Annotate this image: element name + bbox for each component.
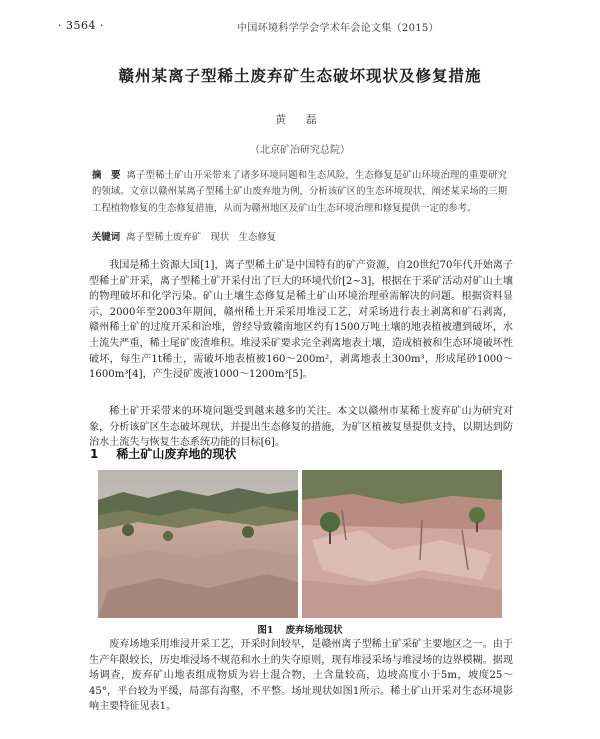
figure-title: 废弃场地现状	[285, 625, 343, 636]
author: 黄 磊	[275, 113, 325, 126]
body-paragraph-1: 我国是稀土资源大国[1]，离子型稀土矿是中国特有的矿产资源，自20世纪70年代开始离子型稀土矿开采，离子型稀土矿开采付出了巨大的环境代价[2~3]，根据在于采矿活动对矿山土壤的物理破坏和化学污染。矿山土壤生态修复是稀土矿山环境治理亟需解决的问题。根据资料显示，2000年至2003年期间，赣州稀土开采采用堆浸工艺，对采场进行表土剥离和矿石剥离，赣州稀土矿的过度开采和治堆，曾经导致赣南地区约有1500万吨土壤的地表植被遭到破坏，水土流失严重，稀土尾矿废渣堆积。堆浸采矿要求完全剥离地表土壤，造成植被和生态环境破坏性破坏，每生产1t稀土，需破坏地表植被160～200m²，剥离地表土300m³，形成尾砂1000～1600m³[4]，产生浸矿废液1000～1200m³[5]。	[89, 260, 513, 381]
section-number: 1	[90, 447, 99, 461]
section-heading	[90, 445, 236, 462]
body-paragraph-2: 稀土矿开采带来的环境问题受到越来越多的关注。本文以赣州市某稀土废弃矿山为研究对象，分析该矿区生态破坏现状，并提出生态修复的措施，为矿区植被复垦提供支持，以期达到防治水土流失与恢复生态系统功能的目标[6]。	[89, 406, 513, 449]
figure-caption	[0, 622, 600, 636]
running-head: 中国环境科学学会学术年会论文集（2015）	[237, 23, 439, 34]
figure-photo-right	[302, 470, 502, 618]
abstract-label: 摘 要	[92, 170, 121, 181]
keywords	[92, 230, 507, 246]
keywords-label: 关键词	[92, 232, 121, 243]
page-number: · 3564 ·	[58, 19, 104, 32]
figure-photo-left	[98, 470, 298, 618]
abstract	[92, 168, 507, 217]
section-title: 稀土矿山废弃地的现状	[116, 447, 237, 461]
figure-number: 图1	[257, 625, 274, 636]
paper-title: 赣州某离子型稀土废弃矿生态破坏现状及修复措施	[118, 67, 482, 85]
body-paragraph-3: 废弃场地采用堆浸开采工艺，开采时间较早，是赣州离子型稀土矿采矿主要地区之一。由于生产年限较长，历史堆浸场不规范和水土的失夺原则，现有堆浸采场与堆浸场的边界模糊。据现场调查，废弃矿山地表组成物质为岩土混合物，土含量较高，边坡高度小于5m，坡度25～45°，平台较为平缓，局部有沟壑，不平整。场址现状如图1所示。稀土矿山开采对生态环境影响主要特征见表1。	[89, 639, 513, 713]
keywords-text: 离子型稀土废弃矿 现状 生态修复	[126, 232, 277, 243]
abstract-text: 离子型稀土矿山开采带来了诸多环境问题和生态风险，生态修复是矿山环境治理的重要研究的领域。文章以赣州某离子型稀土矿山废弃地为例，分析该矿区的生态环境现状，阐述某采场的三期工程植物修复的生态修复措施，从而为赣州地区及矿山生态环境治理和修复提供一定的参考。	[92, 170, 507, 214]
affiliation: （北京矿冶研究总院）	[250, 145, 350, 156]
